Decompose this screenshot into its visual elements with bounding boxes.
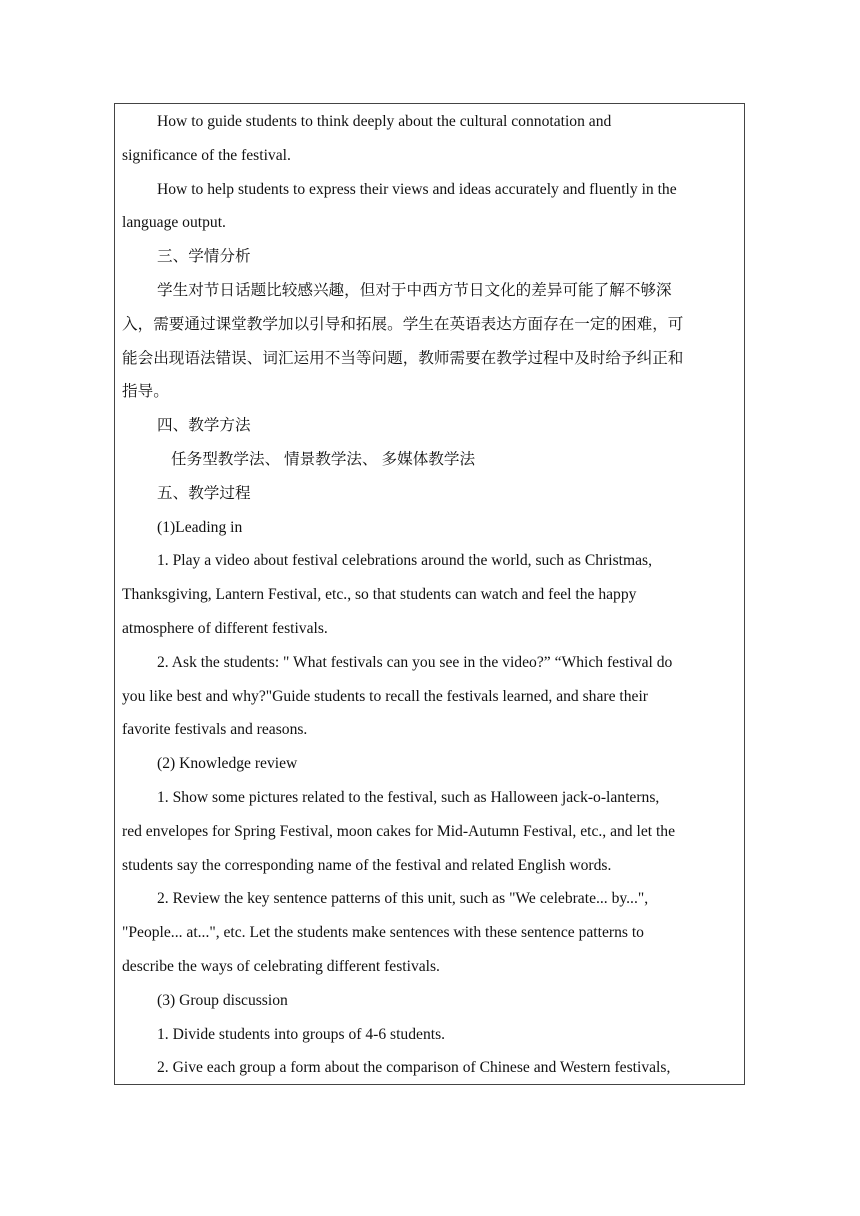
text-line: 指导。 — [122, 383, 169, 401]
text-line: 三、学情分析 — [157, 248, 251, 266]
text-line: 入，需要通过课堂教学加以引导和拓展。学生在英语表达方面存在一定的困难，可 — [122, 315, 684, 333]
text-line: 2. Review the key sentence patterns of this unit, such as "We celebrate... by...", — [157, 890, 649, 908]
text-line: students say the corresponding name of the festival and related English words. — [122, 856, 612, 874]
text-line: describe the ways of celebrating different festivals. — [122, 957, 440, 975]
document-body — [122, 105, 742, 1085]
text-line: How to guide students to think deeply about the cultural connotation and — [157, 113, 612, 130]
text-line: 1. Play a video about festival celebrations around the world, such as Christmas, — [157, 552, 652, 570]
text-line: language output. — [122, 214, 226, 232]
text-line: favorite festivals and reasons. — [122, 721, 308, 739]
text-line: Thanksgiving, Lantern Festival, etc., so that students can watch and feel the happy — [122, 586, 637, 604]
text-line: 2. Give each group a form about the comparison of Chinese and Western festivals, — [157, 1059, 671, 1077]
text-line: 学生对节日话题比较感兴趣，但对于中西方节日文化的差异可能了解不够深 — [157, 281, 672, 299]
text-line: red envelopes for Spring Festival, moon cakes for Mid-Autumn Festival, etc., and let the — [122, 822, 676, 840]
text-line: (3) Group discussion — [157, 991, 288, 1009]
text-line: How to help students to express their views and ideas accurately and fluently in the — [157, 180, 677, 198]
text-line: (1)Leading in — [157, 518, 243, 536]
text-line: 1. Show some pictures related to the festival, such as Halloween jack-o-lanterns, — [157, 788, 660, 806]
text-line: you like best and why?"Guide students to recall the festivals learned, and share their — [122, 687, 648, 705]
text-line: 能会出现语法错误、词汇运用不当等问题，教师需要在教学过程中及时给予纠正和 — [122, 349, 684, 367]
text-line: (2) Knowledge review — [157, 755, 298, 773]
text-line: 1. Divide students into groups of 4-6 students. — [157, 1025, 446, 1043]
text-line: 四、教学方法 — [157, 417, 251, 435]
text-line: 2. Ask the students: " What festivals can you see in the video?” “Which festival do — [157, 653, 673, 671]
text-line: 任务型教学法、 情景教学法、 多媒体教学法 — [171, 450, 476, 468]
text-line: 五、教学过程 — [157, 484, 251, 502]
text-line: "People... at...", etc. Let the students make sentences with these sentence patterns to — [122, 924, 644, 942]
text-line: atmosphere of different festivals. — [122, 619, 328, 637]
text-line: significance of the festival. — [122, 146, 291, 164]
